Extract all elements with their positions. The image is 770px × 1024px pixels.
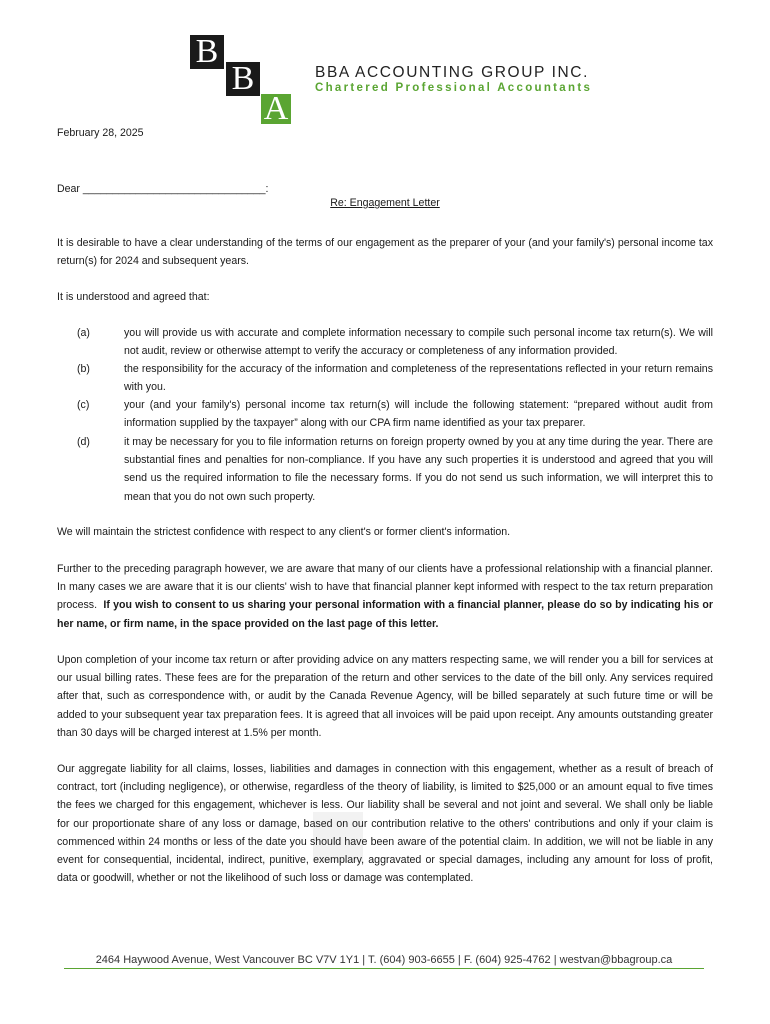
- company-logo: [188, 33, 593, 127]
- logo-letter-b1: B: [190, 35, 224, 69]
- planner-consent-text: If you wish to consent to us sharing your personal information with a financial planner, please do so by indicating his or her name, or firm name, in the space provided on the last page of this letter.: [57, 599, 713, 630]
- company-tagline: Chartered Professional Accountants: [315, 82, 593, 94]
- logo-letter-b2: B: [226, 62, 260, 96]
- footer-address: 2464 Haywood Avenue, West Vancouver BC V7V 1Y1 | T. (604) 903-6655 | F. (604) 925-4762 | westvan@bbagroup.ca: [64, 954, 704, 969]
- item-label: (d): [77, 436, 90, 448]
- agreed-paragraph: It is understood and agreed that:: [57, 291, 210, 303]
- item-label: (c): [77, 399, 90, 411]
- planner-paragraph: [57, 560, 713, 633]
- logo-letter-a: A: [261, 94, 291, 124]
- intro-paragraph: It is desirable to have a clear understanding of the terms of our engagement as the preparer of your (and your family's) personal income tax return(s) for 2024 and subsequent years.: [57, 237, 713, 268]
- confidentiality-paragraph: We will maintain the strictest confidence with respect to any client's or former client's information.: [57, 526, 511, 538]
- planner-text: Further to the preceding paragraph however, we are aware that many of our clients have a professional relationship with a financial planner. In many cases we are aware that it is our clients' wish to have that financial planner kept informed with respect to the tax return preparation process.: [57, 563, 713, 612]
- item-text: it may be necessary for you to file information returns on foreign property owned by you at any time during the year. There are substantial fines and penalties for non-compliance. If you have any such properties it is understood and agreed that you will send us the required information to file the necessary forms. If you do not send us such information, we will interpret this to mean that you do not own such property.: [124, 436, 713, 503]
- billing-paragraph: Upon completion of your income tax return or after providing advice on any matters respecting same, we will render you a bill for services at our usual billing rates. These fees are for the preparation of the return and other services to the date of the bill only. Any services required after that, such as correspondence with, or audit by the Canada Revenue Agency, will be billed separately at such future time or will be added to your subsequent year tax preparation fees. It is agreed that all invoices will be paid upon receipt. Any amounts outstanding greater than 30 days will be charged interest at 1.5% per month.: [57, 654, 713, 739]
- item-text: you will provide us with accurate and complete information necessary to compile such personal income tax return(s). We will not audit, review or otherwise attempt to verify the accuracy or completeness of any information provided.: [124, 327, 713, 358]
- item-text: the responsibility for the accuracy of the information and completeness of the representations reflected in your return remains with you.: [124, 363, 713, 394]
- company-name: BBA ACCOUNTING GROUP INC.: [315, 64, 589, 81]
- letter-date: February 28, 2025: [57, 127, 144, 139]
- item-label: (a): [77, 327, 90, 339]
- salutation: Dear _______________________________:: [57, 183, 269, 195]
- subject-line: Re: Engagement Letter: [330, 197, 440, 209]
- item-text: your (and your family's) personal income tax return(s) will include the following statement: “prepared without audit from information supplied by the taxpayer” along with our CPA firm name identified as your tax preparer.: [124, 399, 713, 430]
- item-label: (b): [77, 363, 90, 375]
- liability-paragraph: Our aggregate liability for all claims, losses, liabilities and damages in connection with this engagement, whether as a result of breach of contract, tort (including negligence), or otherwise, regardless of the theory of liability, is limited to $25,000 or an amount equal to five times the fees we charged for this engagement, whichever is less. Our liability shall be several and not joint and several. We shall only be liable for our proportionate share of any loss or damage, based on our contribution relative to the others' contributions and only if your claim is commenced within 24 months or less of the date you should have been aware of the potential claim. In addition, we will not be liable in any event for consequential, incidental, indirect, punitive, exemplary, aggravated or special damages, including any amount for loss of profit, data or goodwill, whether or not the likelihood of such loss or damage was contemplated.: [57, 763, 713, 885]
